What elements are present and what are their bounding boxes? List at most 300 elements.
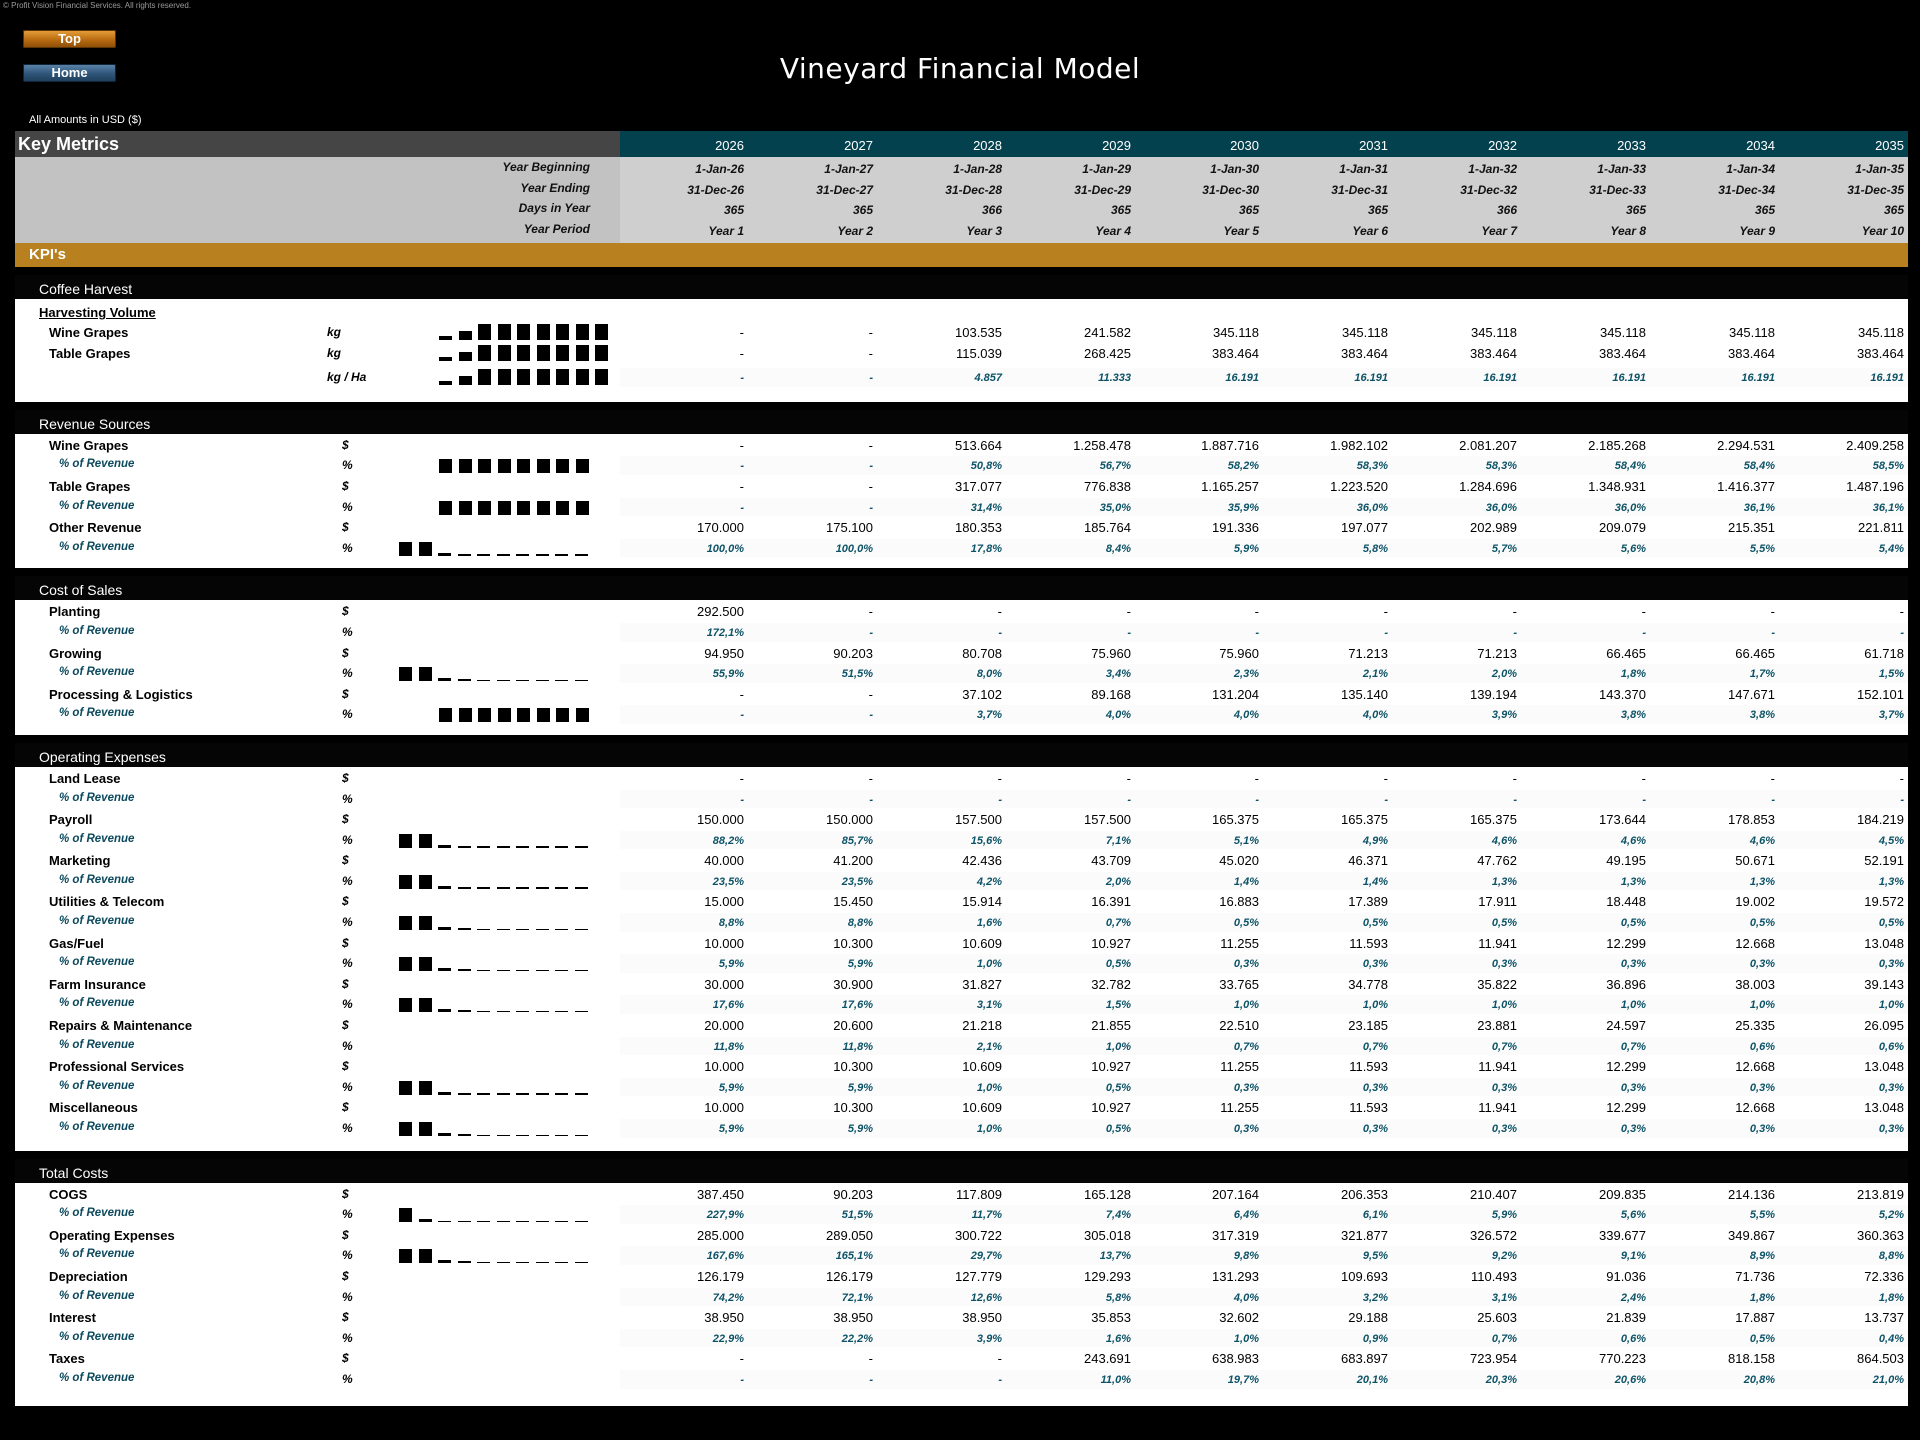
kpi-banner bbox=[15, 243, 1908, 267]
value-cell: 1,0% bbox=[1105, 1040, 1131, 1053]
value-cell: 35,0% bbox=[1099, 501, 1131, 514]
value-cell: 1,4% bbox=[1233, 875, 1259, 888]
value-cell: 683.897 bbox=[1341, 1351, 1388, 1367]
value-cell: 1,6% bbox=[976, 917, 1002, 930]
value-cell: 11.941 bbox=[1478, 935, 1517, 951]
sparkline-bar bbox=[536, 887, 549, 889]
value-cell: - bbox=[1512, 604, 1517, 620]
sparkline-bar bbox=[575, 1093, 588, 1095]
percent-row bbox=[15, 538, 1908, 559]
value-cell: 71.213 bbox=[1477, 645, 1517, 661]
value-cell: - bbox=[740, 709, 744, 722]
value-cell: 20,3% bbox=[1485, 1373, 1517, 1386]
sparkline-bar bbox=[517, 501, 530, 515]
home-button[interactable]: Home bbox=[23, 64, 116, 82]
info-value: 31-Dec-30 bbox=[1202, 182, 1259, 197]
info-value: 31-Dec-31 bbox=[1331, 182, 1388, 197]
value-cell: 184.219 bbox=[1857, 812, 1904, 828]
value-cell: 2.081.207 bbox=[1459, 437, 1517, 453]
value-cell: 35,9% bbox=[1227, 501, 1259, 514]
row-label: Interest bbox=[49, 1310, 96, 1326]
value-cell: - bbox=[869, 1373, 873, 1386]
sparkline-bar bbox=[458, 1010, 471, 1012]
value-cell: 38.003 bbox=[1735, 976, 1775, 992]
info-value: 365 bbox=[1754, 203, 1775, 218]
value-cell: 0,3% bbox=[1362, 1123, 1388, 1135]
value-cell: 75.960 bbox=[1091, 645, 1131, 661]
value-cell: - bbox=[1384, 626, 1388, 639]
row-label: Wine Grapes bbox=[49, 437, 129, 453]
percent-row bbox=[15, 1369, 1908, 1390]
value-cell: 2.185.268 bbox=[1588, 437, 1646, 453]
sparkline-bar bbox=[575, 1262, 588, 1264]
info-value: 31-Dec-34 bbox=[1718, 182, 1775, 197]
value-cell: 4,6% bbox=[1491, 834, 1517, 847]
info-value: 1-Jan-30 bbox=[1210, 162, 1259, 176]
value-cell: 1,0% bbox=[1749, 999, 1775, 1012]
value-cell: - bbox=[1899, 770, 1904, 786]
value-cell: 1,8% bbox=[1878, 1291, 1904, 1304]
sparkline-bar bbox=[517, 708, 530, 722]
value-cell: 38.950 bbox=[962, 1310, 1002, 1326]
value-cell: 289.050 bbox=[826, 1227, 873, 1243]
value-cell: 4,6% bbox=[1620, 834, 1646, 847]
value-cell: 10.000 bbox=[704, 1059, 744, 1075]
value-cell: 241.582 bbox=[1084, 325, 1131, 340]
value-cell: 150.000 bbox=[697, 812, 744, 828]
row-label: Table Grapes bbox=[49, 345, 131, 361]
value-cell: 5,9% bbox=[847, 1123, 873, 1135]
value-cell: 1.284.696 bbox=[1459, 478, 1517, 494]
sparkline-bar bbox=[497, 929, 510, 931]
value-cell: 8,8% bbox=[1878, 1250, 1904, 1263]
sparkline-bar bbox=[477, 1011, 490, 1013]
value-cell: 5,5% bbox=[1749, 1209, 1775, 1222]
value-cell: 45.020 bbox=[1219, 853, 1259, 869]
percent-row bbox=[15, 622, 1908, 643]
sparkline-bar bbox=[536, 929, 549, 931]
info-row bbox=[15, 180, 1908, 200]
value-cell: 109.693 bbox=[1341, 1268, 1388, 1284]
value-cell: 0,3% bbox=[1749, 1123, 1775, 1135]
percent-row bbox=[15, 1077, 1908, 1098]
value-cell: 36,0% bbox=[1356, 501, 1388, 514]
row-label: % of Revenue bbox=[59, 873, 135, 886]
value-cell: 4,9% bbox=[1362, 834, 1388, 847]
value-cell: 17,8% bbox=[970, 542, 1002, 555]
value-cell: 19.002 bbox=[1735, 894, 1775, 910]
row-label: % of Revenue bbox=[59, 791, 135, 804]
value-cell: 10.000 bbox=[704, 1100, 744, 1116]
value-cell: 17,6% bbox=[712, 999, 744, 1012]
value-cell: 326.572 bbox=[1470, 1227, 1517, 1243]
sparkline-bar bbox=[399, 1122, 412, 1136]
value-cell: 0,5% bbox=[1491, 917, 1517, 930]
value-cell: 0,5% bbox=[1105, 958, 1131, 971]
sparkline-bar bbox=[438, 678, 451, 681]
subsection-title: Harvesting Volume bbox=[39, 305, 156, 320]
sparkline-bar bbox=[399, 834, 412, 848]
row-label: % of Revenue bbox=[59, 1371, 135, 1384]
value-cell: - bbox=[998, 626, 1002, 639]
sparkline-bar bbox=[459, 459, 472, 473]
value-cell: 3,9% bbox=[976, 1332, 1002, 1345]
value-cell: 115.039 bbox=[955, 345, 1002, 361]
value-cell: 221.811 bbox=[1857, 520, 1904, 536]
info-value: 366 bbox=[981, 203, 1002, 218]
sparkline-bar bbox=[419, 1249, 432, 1263]
value-cell: - bbox=[997, 1351, 1002, 1367]
value-cell: 11.593 bbox=[1349, 1059, 1388, 1075]
value-cell: 0,5% bbox=[1749, 917, 1775, 930]
row-label: % of Revenue bbox=[59, 540, 135, 553]
value-cell: 10.300 bbox=[833, 1059, 873, 1075]
percent-row bbox=[15, 1328, 1908, 1349]
row-label: % of Revenue bbox=[59, 1207, 135, 1220]
value-cell: 339.677 bbox=[1599, 1227, 1646, 1243]
section-body bbox=[15, 1183, 1908, 1406]
value-cell: 7,1% bbox=[1105, 834, 1131, 847]
value-cell: 21,0% bbox=[1872, 1373, 1904, 1386]
value-cell: 23,5% bbox=[841, 875, 873, 888]
unit-label: $ bbox=[342, 645, 349, 660]
value-cell: 13,7% bbox=[1099, 1250, 1131, 1263]
info-value: 31-Dec-33 bbox=[1589, 182, 1646, 197]
value-cell: 20.600 bbox=[833, 1018, 873, 1034]
value-cell: 0,3% bbox=[1749, 958, 1775, 971]
sparkline-bar bbox=[576, 369, 589, 385]
value-cell: 13.048 bbox=[1864, 1059, 1904, 1075]
sparkline-bar bbox=[458, 1134, 471, 1136]
value-cell: 94.950 bbox=[704, 645, 744, 661]
sparkline-bar bbox=[595, 345, 608, 361]
value-cell: 8,4% bbox=[1105, 542, 1131, 555]
value-cell: - bbox=[998, 793, 1002, 806]
value-cell: 0,7% bbox=[1491, 1040, 1517, 1053]
sparkline-bar bbox=[399, 1081, 412, 1095]
sparkline-bar bbox=[419, 1122, 432, 1136]
value-cell: 23.881 bbox=[1477, 1018, 1517, 1034]
value-cell: - bbox=[997, 770, 1002, 786]
unit-label: % bbox=[342, 1289, 353, 1304]
sparkline-bar bbox=[498, 459, 511, 473]
value-cell: 285.000 bbox=[697, 1227, 744, 1243]
sparkline-bar bbox=[516, 680, 529, 682]
value-cell: 58,5% bbox=[1872, 460, 1904, 473]
value-cell: 1,8% bbox=[1620, 668, 1646, 681]
info-value: 365 bbox=[1110, 203, 1131, 218]
value-cell: 12.299 bbox=[1606, 1059, 1646, 1075]
sparkline-bar bbox=[458, 887, 471, 889]
value-cell: 58,4% bbox=[1614, 460, 1646, 473]
sparkline-bar bbox=[555, 846, 568, 848]
sparkline-bar bbox=[575, 887, 588, 889]
row-label: % of Revenue bbox=[59, 1038, 135, 1051]
value-cell: 15,6% bbox=[970, 834, 1002, 847]
value-cell: 4,6% bbox=[1749, 834, 1775, 847]
value-cell: 5,9% bbox=[847, 958, 873, 971]
value-cell: 25.603 bbox=[1477, 1310, 1517, 1326]
value-cell: 191.336 bbox=[1212, 520, 1259, 536]
value-cell: 1,5% bbox=[1105, 999, 1131, 1012]
sparkline-bar bbox=[536, 1135, 549, 1137]
year-header-row bbox=[15, 131, 1908, 157]
info-value: 1-Jan-33 bbox=[1597, 162, 1646, 176]
value-cell: - bbox=[869, 626, 873, 639]
value-cell: - bbox=[1641, 770, 1646, 786]
value-cell: 180.353 bbox=[955, 520, 1002, 536]
sparkline-bar bbox=[477, 554, 490, 556]
value-cell: 243.691 bbox=[1084, 1351, 1131, 1367]
value-cell: 23.185 bbox=[1348, 1018, 1388, 1034]
info-value: 1-Jan-28 bbox=[953, 162, 1002, 176]
row-label: Taxes bbox=[49, 1351, 85, 1367]
value-cell: 22.510 bbox=[1219, 1018, 1259, 1034]
value-cell: 165.375 bbox=[1341, 812, 1388, 828]
value-cell: 5,4% bbox=[1878, 542, 1904, 555]
sparkline-bar bbox=[478, 345, 491, 361]
value-cell: 165.375 bbox=[1212, 812, 1259, 828]
value-cell: 2,1% bbox=[1362, 668, 1388, 681]
value-cell: 5,9% bbox=[847, 1081, 873, 1094]
sparkline-bar bbox=[459, 501, 472, 515]
value-cell: 345.118 bbox=[1857, 325, 1904, 340]
value-cell: 72.336 bbox=[1864, 1268, 1904, 1284]
value-cell: 11.941 bbox=[1478, 1100, 1517, 1116]
value-cell: 1,6% bbox=[1105, 1332, 1131, 1345]
value-cell: 383.464 bbox=[1470, 345, 1517, 361]
sparkline-bar bbox=[399, 957, 412, 971]
value-cell: 300.722 bbox=[955, 1227, 1002, 1243]
value-cell: 42.436 bbox=[962, 853, 1002, 869]
info-value: Year 4 bbox=[1095, 224, 1131, 239]
sparkline-bar bbox=[537, 501, 550, 515]
value-cell: 17,6% bbox=[841, 999, 873, 1012]
value-cell: 305.018 bbox=[1084, 1227, 1131, 1243]
kpi-banner-label: KPI's bbox=[29, 246, 66, 263]
year-header-2029: 2029 bbox=[1102, 138, 1131, 153]
top-button[interactable]: Top bbox=[23, 30, 116, 48]
sparkline-bar bbox=[438, 927, 451, 930]
section-title: Revenue Sources bbox=[39, 415, 151, 432]
value-cell: 56,7% bbox=[1099, 460, 1131, 473]
sparkline-bar bbox=[536, 1093, 549, 1095]
value-cell: 91.036 bbox=[1606, 1268, 1646, 1284]
unit-label: % bbox=[342, 499, 353, 514]
info-value: Year 3 bbox=[966, 224, 1002, 239]
section-title: Coffee Harvest bbox=[39, 281, 133, 297]
metric-row bbox=[15, 933, 1904, 954]
unit-label: % bbox=[342, 1371, 353, 1386]
sparkline-bar bbox=[516, 887, 529, 889]
sparkline-bar bbox=[498, 501, 511, 515]
row-label: % of Revenue bbox=[59, 624, 135, 637]
unit-label: % bbox=[342, 458, 353, 473]
value-cell: 5,2% bbox=[1878, 1209, 1904, 1222]
value-cell: 5,1% bbox=[1233, 834, 1259, 847]
section-header bbox=[15, 1151, 1908, 1183]
value-cell: 13.048 bbox=[1864, 935, 1904, 951]
value-cell: - bbox=[739, 325, 744, 340]
copyright-text: © Profit Vision Financial Services. All rights reserved. bbox=[3, 1, 192, 10]
value-cell: 10.927 bbox=[1091, 1100, 1131, 1116]
sparkline-bar bbox=[477, 929, 490, 931]
value-cell: 0,6% bbox=[1878, 1040, 1904, 1053]
sparkline-bar bbox=[399, 542, 412, 556]
value-cell: - bbox=[997, 604, 1002, 620]
unit-label: % bbox=[342, 666, 353, 681]
value-cell: 152.101 bbox=[1857, 686, 1904, 702]
value-cell: 638.983 bbox=[1212, 1351, 1259, 1367]
row-label: Growing bbox=[49, 645, 102, 661]
value-cell: 0,5% bbox=[1878, 917, 1904, 930]
metric-sections bbox=[15, 267, 1908, 1406]
percent-row bbox=[15, 367, 1908, 388]
value-cell: 16.191 bbox=[1612, 372, 1646, 385]
row-label: % of Revenue bbox=[59, 1121, 135, 1133]
value-cell: 0,7% bbox=[1105, 917, 1131, 930]
metric-row bbox=[15, 1348, 1904, 1369]
sparkline-bar bbox=[419, 542, 432, 556]
row-label: Marketing bbox=[49, 853, 111, 869]
percent-row bbox=[15, 830, 1908, 851]
sparkline-bar bbox=[438, 553, 451, 556]
sparkline-bar bbox=[555, 680, 568, 682]
value-cell: 135.140 bbox=[1341, 686, 1388, 702]
metric-row bbox=[15, 517, 1904, 538]
info-value: 365 bbox=[1625, 203, 1646, 218]
value-cell: 0,6% bbox=[1620, 1332, 1646, 1345]
metric-row bbox=[15, 322, 1904, 343]
sparkline-bar bbox=[555, 1135, 568, 1137]
info-value: 1-Jan-35 bbox=[1855, 162, 1904, 176]
unit-label: $ bbox=[342, 1351, 349, 1366]
value-cell: 29,7% bbox=[970, 1250, 1002, 1263]
value-cell: 43.709 bbox=[1091, 853, 1131, 869]
value-cell: 4.857 bbox=[974, 372, 1002, 385]
value-cell: 8,0% bbox=[976, 668, 1002, 681]
value-cell: 360.363 bbox=[1857, 1227, 1904, 1243]
value-cell: 8,9% bbox=[1749, 1250, 1775, 1263]
unit-label: % bbox=[342, 997, 353, 1012]
value-cell: - bbox=[739, 345, 744, 361]
value-cell: 20,8% bbox=[1743, 1373, 1775, 1386]
sparkline-bar bbox=[458, 1093, 471, 1095]
value-cell: 5,6% bbox=[1620, 1209, 1646, 1222]
value-cell: 167,6% bbox=[706, 1250, 744, 1263]
value-cell: 74,2% bbox=[712, 1291, 744, 1304]
value-cell: 383.464 bbox=[1341, 345, 1388, 361]
sparkline-bar bbox=[575, 1011, 588, 1013]
value-cell: 4,0% bbox=[1362, 709, 1388, 722]
value-cell: 1,4% bbox=[1362, 875, 1388, 888]
value-cell: 1,8% bbox=[1749, 1291, 1775, 1304]
value-cell: 157.500 bbox=[1084, 812, 1131, 828]
value-cell: 0,3% bbox=[1233, 1123, 1259, 1135]
value-cell: 88,2% bbox=[712, 834, 744, 847]
value-cell: 17.887 bbox=[1735, 1310, 1775, 1326]
sparkline-bar bbox=[516, 1262, 529, 1264]
value-cell: 0,3% bbox=[1749, 1081, 1775, 1094]
value-cell: 75.960 bbox=[1219, 645, 1259, 661]
value-cell: 19.572 bbox=[1864, 894, 1904, 910]
value-cell: - bbox=[740, 372, 744, 385]
value-cell: 3,8% bbox=[1620, 709, 1646, 722]
value-cell: 35.822 bbox=[1477, 976, 1517, 992]
sparkline-bar bbox=[419, 667, 432, 681]
value-cell: - bbox=[739, 686, 744, 702]
sparkline-bar bbox=[497, 1011, 510, 1013]
sparkline-bar bbox=[536, 1011, 549, 1013]
value-cell: - bbox=[1512, 770, 1517, 786]
value-cell: 103.535 bbox=[955, 325, 1002, 340]
value-cell: 15.000 bbox=[704, 894, 744, 910]
value-cell: 0,9% bbox=[1362, 1332, 1388, 1345]
info-value: 31-Dec-32 bbox=[1460, 182, 1517, 197]
unit-label: % bbox=[342, 873, 353, 888]
sparkline-bar bbox=[477, 970, 490, 972]
page-title: Vineyard Financial Model bbox=[779, 52, 1141, 85]
value-cell: 10.927 bbox=[1091, 1059, 1131, 1075]
sparkline-bar bbox=[575, 929, 588, 931]
value-cell: 5,8% bbox=[1105, 1291, 1131, 1304]
value-cell: 143.370 bbox=[1599, 686, 1646, 702]
sparkline-bar bbox=[576, 324, 589, 340]
sparkline-bar bbox=[498, 324, 511, 340]
value-cell: 3,8% bbox=[1749, 709, 1775, 722]
value-cell: 10.609 bbox=[962, 1100, 1002, 1116]
value-cell: 2.409.258 bbox=[1846, 437, 1904, 453]
sparkline-bar bbox=[575, 1135, 588, 1137]
value-cell: 36,0% bbox=[1614, 501, 1646, 514]
value-cell: 2,0% bbox=[1491, 668, 1517, 681]
value-cell: - bbox=[1899, 604, 1904, 620]
value-cell: 58,3% bbox=[1356, 460, 1388, 473]
value-cell: 12.299 bbox=[1606, 935, 1646, 951]
sparkline-bar bbox=[516, 970, 529, 972]
sparkline-bar bbox=[497, 1093, 510, 1095]
sparkline-bar bbox=[477, 1221, 490, 1223]
unit-label: % bbox=[342, 1079, 353, 1094]
value-cell: 383.464 bbox=[1857, 345, 1904, 361]
value-cell: 20,6% bbox=[1614, 1373, 1646, 1386]
value-cell: 383.464 bbox=[1599, 345, 1646, 361]
sparkline-bar bbox=[497, 680, 510, 682]
info-value: 1-Jan-27 bbox=[824, 162, 873, 176]
sparkline-bar bbox=[497, 554, 510, 556]
year-header-2027: 2027 bbox=[844, 138, 873, 153]
sparkline-bar bbox=[459, 376, 472, 385]
value-cell: 383.464 bbox=[1212, 345, 1259, 361]
sparkline-bar bbox=[516, 1221, 529, 1223]
value-cell: 9,8% bbox=[1233, 1250, 1259, 1263]
metric-row bbox=[15, 343, 1904, 364]
sparkline-bar bbox=[536, 1262, 549, 1264]
value-cell: 209.835 bbox=[1599, 1186, 1646, 1202]
sparkline-bar bbox=[536, 970, 549, 972]
sparkline-bar bbox=[497, 970, 510, 972]
value-cell: 11,8% bbox=[842, 1040, 873, 1053]
year-header-2035: 2035 bbox=[1875, 138, 1904, 153]
value-cell: 7,4% bbox=[1105, 1209, 1131, 1222]
value-cell: 215.351 bbox=[1728, 520, 1775, 536]
unit-label: % bbox=[342, 832, 353, 847]
sparkline-bar bbox=[498, 345, 511, 361]
year-header-2031: 2031 bbox=[1359, 138, 1388, 153]
info-value: 1-Jan-26 bbox=[695, 162, 744, 176]
value-cell: 16.391 bbox=[1091, 894, 1131, 910]
value-cell: - bbox=[1127, 626, 1131, 639]
